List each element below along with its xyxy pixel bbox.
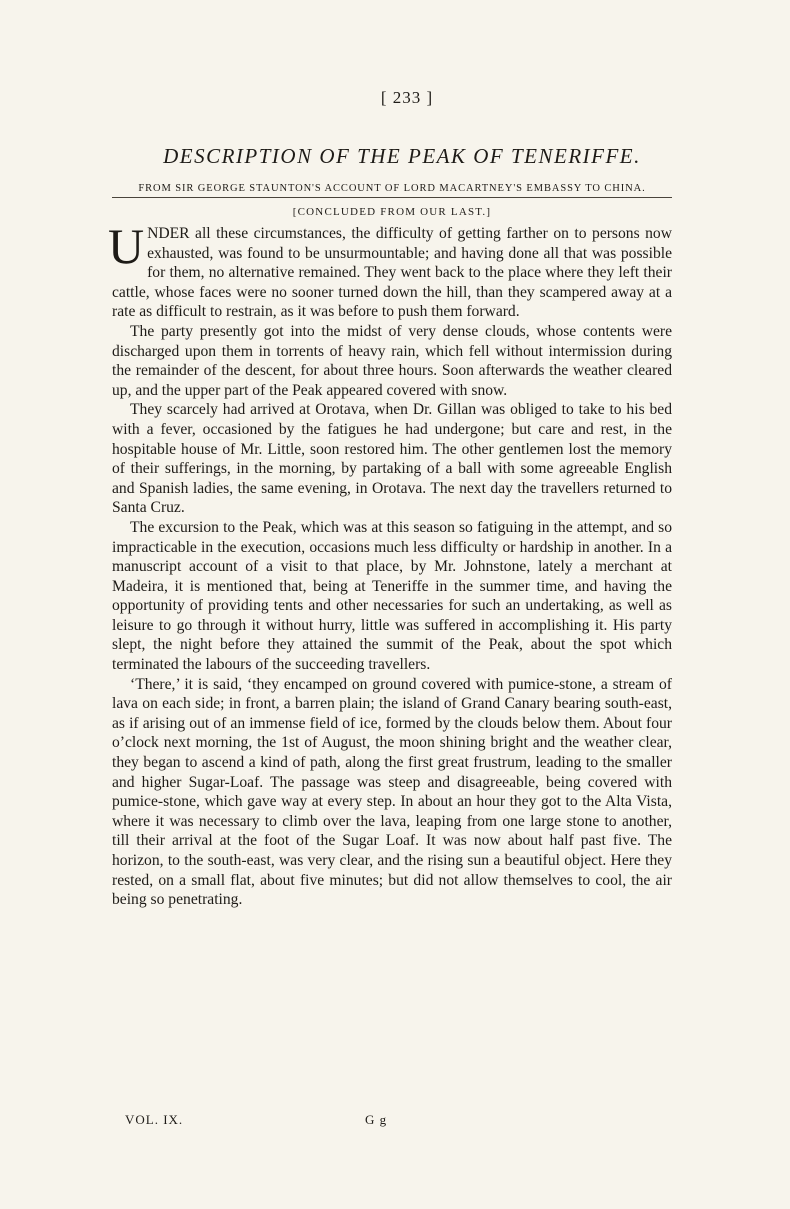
drop-cap: U <box>108 218 145 274</box>
paragraph-text: NDER all these circumstances, the difficulty of getting farther on to persons now exhausted, was found to be unsurmountable; and having done all that was possible for them, no alternative remained. They went back to the place where they left their cattle, whose faces were no sooner turned down the hill, than they scampered away at a rate as difficult to restrain, as it was before to push them forward. <box>112 225 672 321</box>
paragraph-2: The party presently got into the midst of very dense clouds, whose contents were discharged upon them in torrents of heavy rain, which fell without intermission during the remainder of the descent, for about three hours. Soon afterwards the weather cleared up, and the upper part of the Peak appeared covered with snow. <box>112 322 672 399</box>
paragraph-3: They scarcely had arrived at Orotava, when Dr. Gillan was obliged to take to his bed with a fever, occasioned by the fatigues he had undergone; but care and rest, in the hospitable house of Mr. Little, soon restored him. The other gentlemen lost the memory of their sufferings, in the morning, by partaking of a ball with some agreeable English and Spanish ladies, the same evening, in Orotava. The next day the travellers returned to Santa Cruz. <box>112 401 672 517</box>
continued-note: [CONCLUDED FROM OUR LAST.] <box>292 206 492 218</box>
article-body <box>108 218 672 910</box>
paragraph-5: ‘There,’ it is said, ‘they encamped on ground covered with pumice-stone, a stream of lava on each side; in front, a barren plain; the island of Grand Canary bearing south-east, as if arising out of an immense field of ice, formed by the clouds below them. About four o’clock next morning, the 1st of August, the moon shining bright and the weather clear, they began to ascend a kind of path, along the first great frustrum, leading to the smaller and higher Sugar-Loaf. The passage was steep and disagreeable, being covered with pumice-stone, which gave way at every step. In about an hour they got to the Alta Vista, where it was necessary to climb over the lava, leaping from one large stone to another, till their arrival at the foot of the Sugar Loaf. It was now about half past five. The horizon, to the south-east, was very clear, and the rising sun a beautiful object. Here they rested, on a small flat, about five minutes; but did not allow themselves to cool, the air being so penetrating. <box>112 675 672 909</box>
signature-mark: G g <box>365 1112 388 1127</box>
paragraph-4: The excursion to the Peak, which was at this season so fatiguing in the attempt, and so impracticable in the execution, occasions much less difficulty or hardship in another. In a manuscript account of a visit to that place, by Mr. Johnstone, lately a merchant at Madeira, it is mentioned that, being at Teneriffe in the summer time, and having the opportunity of providing tents and other necessaries for such an undertaking, as well as leisure to go through it without hurry, little was suffered in accomplishing it. His party slept, the night before they attained the summit of the Peak, about the spot which terminated the labours of the succeeding travellers. <box>112 518 672 674</box>
page-number: [ 233 ] <box>380 88 434 107</box>
paragraph-1 <box>108 218 672 322</box>
volume-label: VOL. IX. <box>125 1112 184 1127</box>
article-title: DESCRIPTION OF THE PEAK OF TENERIFFE. <box>163 144 641 168</box>
source-line: FROM SIR GEORGE STAUNTON'S ACCOUNT OF LORD MACARTNEY'S EMBASSY TO CHINA. <box>112 183 672 198</box>
